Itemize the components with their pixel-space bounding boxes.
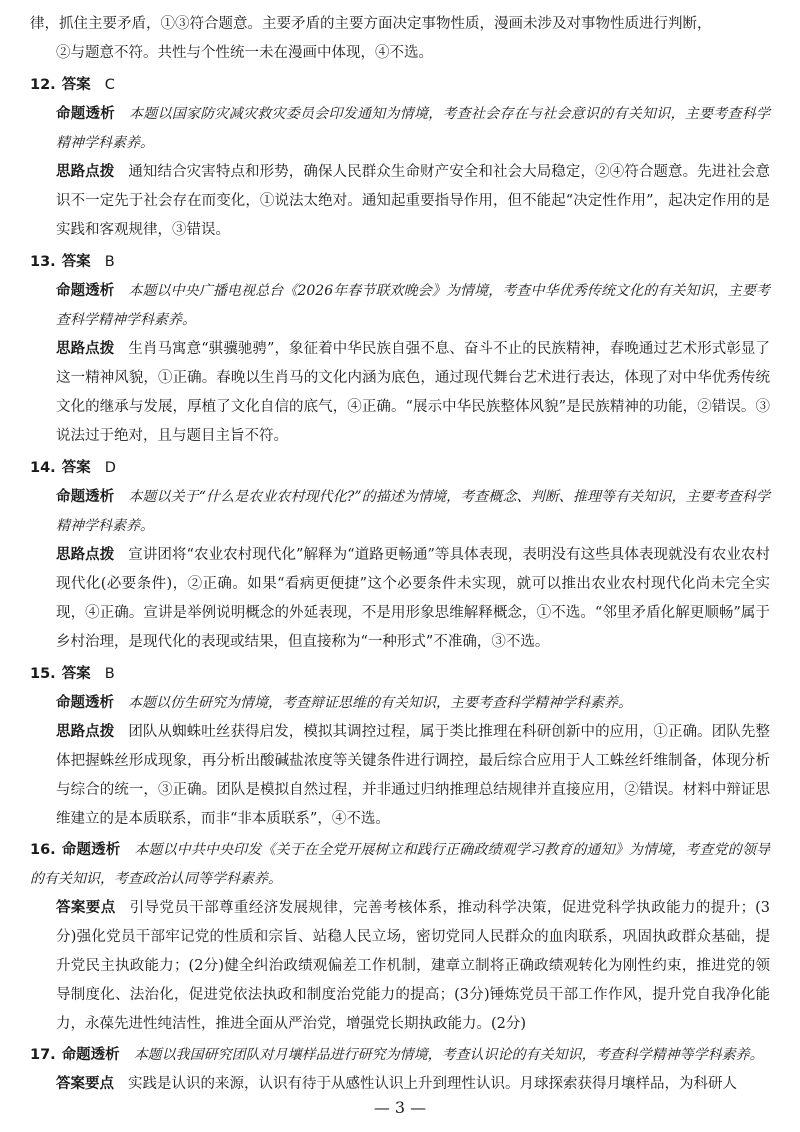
- hint-text: 宣讲团将“农业农村现代化”解释为“道路更畅通”等具体表现，表明没有这些具体表现就没有农业农村现代化(必要条件)，②正确。如果“看病更便捷”这个必要条件未实现，就可以推出农业农村现代化尚未完全实现，④正确。宣讲是举例说明概念的外延表现，不是用形象思维解释概念，①不选。“邻里矛盾化解更顺畅”属于乡村治理，是现代化的表现或结果，但直接称为“一种形式”不准确，③不选。: [56, 547, 770, 650]
- analysis-text: 本题以国家防灾减灾救灾委员会印发通知为情境，考查社会存在与社会意识的有关知识，主要考查科学精神学科素养。: [56, 106, 770, 151]
- question-13: [30, 247, 770, 451]
- key-points-label: 答案要点: [56, 1076, 114, 1092]
- question-number: 14.: [30, 460, 56, 476]
- hint-text: 通知结合灾害特点和形势，确保人民群众生命财产安全和社会大局稳定，②④符合题意。先进社会意识不一定先于社会存在而变化，①说法太绝对。通知起重要指导作用，但不能起“决定性作用”，起决定作用的是实践和客观规律，③错误。: [56, 164, 770, 238]
- key-points-paragraph: [30, 1070, 770, 1099]
- hint-paragraph: [30, 158, 770, 245]
- analysis-text: 本题以仿生研究为情境，考查辩证思维的有关知识，主要考查科学精神学科素养。: [128, 695, 632, 711]
- hint-paragraph: [30, 541, 770, 657]
- answer-value: D: [104, 460, 116, 476]
- answer-value: C: [104, 77, 115, 93]
- question-17: [30, 1041, 770, 1099]
- analysis-label: 命题透析: [56, 106, 115, 122]
- analysis-paragraph: [30, 1041, 770, 1070]
- hint-paragraph: [30, 718, 770, 834]
- question-number: 17.: [30, 1047, 56, 1063]
- analysis-text: 本题以中央广播电视总台《2026年春节联欢晚会》为情境，考查中华优秀传统文化的有关知识，主要考查科学精神学科素养。: [56, 283, 770, 328]
- analysis-text: 本题以我国研究团队对月壤样品进行研究为情境，考查认识论的有关知识，考查科学精神等学科素养。: [133, 1047, 764, 1063]
- analysis-paragraph: [30, 483, 770, 541]
- analysis-text: 本题以中共中央印发《关于在全党开展树立和践行正确政绩观学习教育的通知》为情境，考查党的领导的有关知识，考查政治认同等学科素养。: [30, 842, 771, 887]
- question-12: [30, 70, 770, 245]
- hint-text: 团队从蜘蛛吐丝获得启发，模拟其调控过程，属于类比推理在科研创新中的应用，①正确。团队先整体把握蛛丝形成现象，再分析出酸碱盐浓度等关键条件进行调控，最后综合应用于人工蛛丝纤维制备，体现分析与综合的统一，③正确。团队是模拟自然过程，并非通过归纳推理总结规律并直接应用，②错误。材料中辩证思维建立的是本质联系，而非“非本质联系”，④不选。: [56, 724, 770, 827]
- top-line-2: ②与题意不符。共性与个性统一未在漫画中体现，④不选。: [56, 45, 433, 61]
- analysis-paragraph: [30, 836, 770, 894]
- hint-label: 思路点拨: [56, 341, 115, 357]
- answer-header: [30, 659, 770, 689]
- question-number: 16.: [30, 842, 56, 858]
- answer-label: 答案: [61, 460, 91, 476]
- analysis-label: 命题透析: [56, 489, 115, 505]
- analysis-text: 本题以关于“什么是农业农村现代化?”的描述为情境，考查概念、判断、推理等有关知识，主要考查科学精神学科素养。: [56, 489, 770, 534]
- question-16: [30, 836, 770, 1039]
- top-line-1: 律，抓住主要矛盾，①③符合题意。主要矛盾的主要方面决定事物性质，漫画未涉及对事物性质进行判断，: [30, 16, 712, 32]
- question-number: 13.: [30, 254, 56, 270]
- hint-label: 思路点拨: [56, 547, 115, 563]
- question-number: 15.: [30, 666, 56, 682]
- hint-label: 思路点拨: [56, 164, 115, 180]
- analysis-paragraph: [30, 689, 770, 718]
- question-number: 12.: [30, 77, 56, 93]
- answer-header: [30, 453, 770, 483]
- answer-header: [30, 247, 770, 277]
- question-15: [30, 659, 770, 834]
- hint-paragraph: [30, 335, 770, 451]
- page-number: — 3 —: [373, 1098, 427, 1117]
- answer-value: B: [104, 666, 115, 682]
- analysis-paragraph: [30, 277, 770, 335]
- analysis-paragraph: [30, 100, 770, 158]
- key-points-text: 引导党员干部尊重经济发展规律，完善考核体系，推动科学决策，促进党科学执政能力的提升；(3分)强化党员干部牢记党的性质和宗旨、站稳人民立场，密切党同人民群众的血肉联系，巩固执政群众基础，提升党民主执政能力；(2分)健全纠治政绩观偏差工作机制，建章立制将正确政绩观转化为刚性约束，推进党的领导制度化、法治化，促进党依法执政和制度治党能力的提高；(3分)锤炼党员干部工作作风，提升党自我净化能力，永葆先进性纯洁性，推进全面从严治党，增强党长期执政能力。(2分): [56, 900, 770, 1032]
- answer-label: 答案: [61, 666, 91, 682]
- answer-value: B: [104, 254, 115, 270]
- hint-text: 生肖马寓意“骐骥驰骋”，象征着中华民族自强不息、奋斗不止的民族精神，春晚通过艺术形式彰显了这一精神风貌，①正确。春晚以生肖马的文化内涵为底色，通过现代舞台艺术进行表达，体现了对中华优秀传统文化的继承与发展，厚植了文化自信的底气，④正确。“展示中华民族整体风貌”是民族精神的功能，②错误。③说法过于绝对，且与题目主旨不符。: [56, 341, 771, 444]
- analysis-label: 命题透析: [56, 283, 115, 299]
- key-points-label: 答案要点: [56, 900, 116, 916]
- key-points-paragraph: [30, 894, 770, 1039]
- question-14: [30, 453, 770, 657]
- hint-label: 思路点拨: [56, 724, 115, 740]
- answer-label: 答案: [61, 77, 91, 93]
- analysis-label: 命题透析: [61, 842, 121, 858]
- analysis-label: 命题透析: [56, 695, 114, 711]
- key-points-text: 实践是认识的来源，认识有待于从感性认识上升到理性认识。月球探索获得月壤样品，为科研人: [128, 1076, 737, 1092]
- answer-label: 答案: [61, 254, 91, 270]
- answer-header: [30, 70, 770, 100]
- analysis-label: 命题透析: [61, 1047, 120, 1063]
